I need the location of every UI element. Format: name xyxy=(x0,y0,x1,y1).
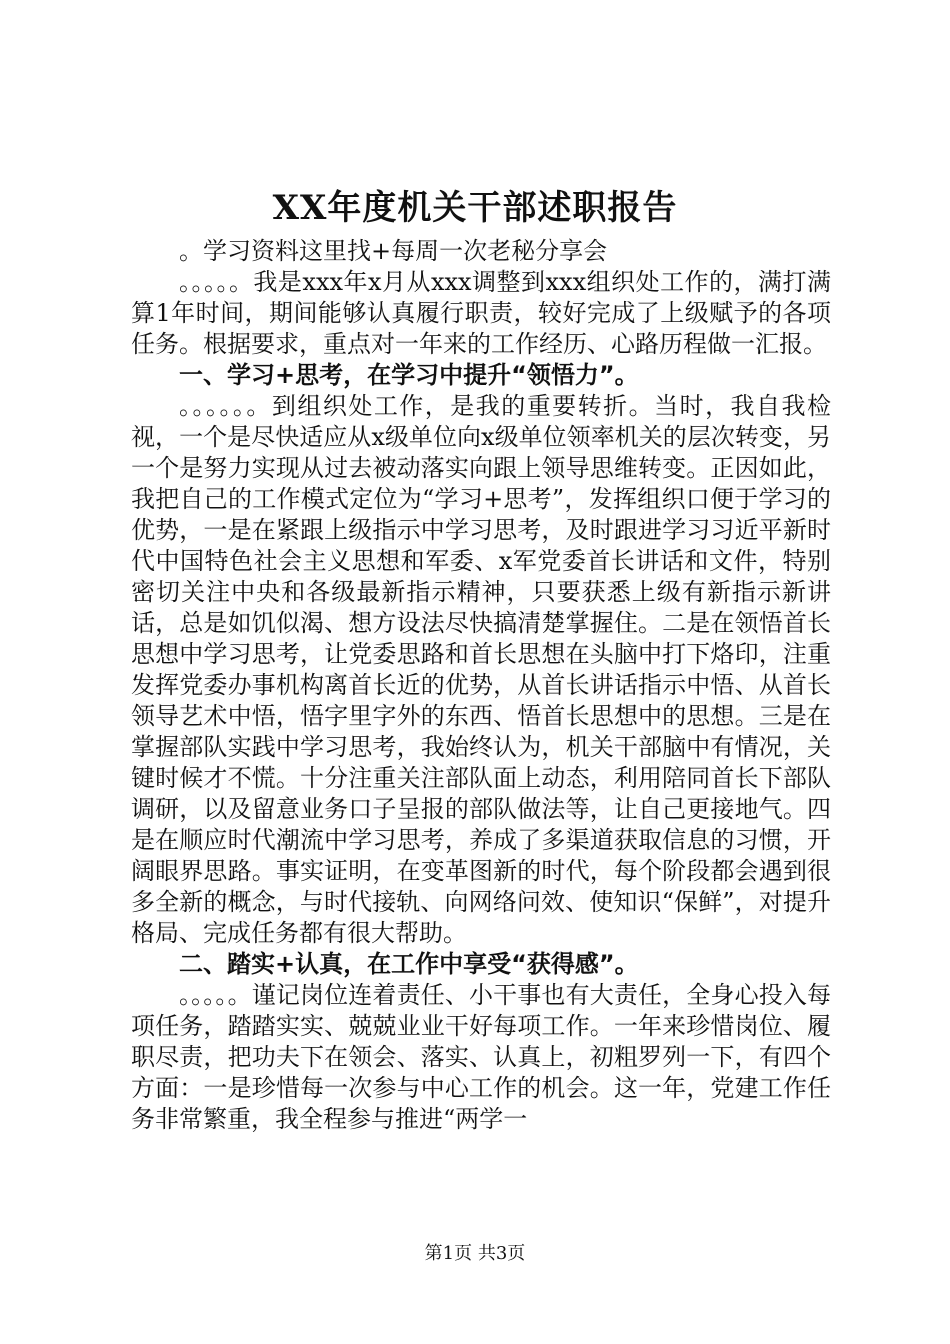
page-footer: 第1页 共3页 xyxy=(424,1243,526,1264)
section-heading-2: 二、踏实+认真，在工作中享受“获得感”。 xyxy=(179,950,639,978)
document-title: XX年度机关干部述职报告 xyxy=(272,188,678,228)
paragraph-diligence: 。。。。。谨记岗位连着责任、小干事也有大责任，全身心投入每项任务，踏踏实实、兢兢业业干好每项工作。一年来珍惜岗位、履职尽责，把功夫下在领会、落实、认真上，初粗罗列一下，有四个方面：一是珍惜每一次参与中心工作的机会。这一年，党建工作任务非常繁重，我全程参与推进“两学一 xyxy=(131,981,831,1133)
section-heading-1: 一、学习+思考，在学习中提升“领悟力”。 xyxy=(179,361,639,389)
intro-line: 。学习资料这里找+每周一次老秘分享会 xyxy=(179,237,608,265)
document-body xyxy=(131,236,831,1135)
paragraph-learning: 。。。。。。到组织处工作，是我的重要转折。当时，我自我检视，一个是尽快适应从x级单位向x级单位领率机关的层次转变，另一个是努力实现从过去被动落实向跟上领导思维转变。正因如此，我把自己的工作模式定位为“学习+思考”，发挥组织口便于学习的优势，一是在紧跟上级指示中学习思考，及时跟进学习习近平新时代中国特色社会主义思想和军委、x军党委首长讲话和文件，特别密切关注中央和各级最新指示精神，只要获悉上级有新指示新讲话，总是如饥似渴、想方设法尽快搞清楚掌握住。二是在领悟首长思想中学习思考，让党委思路和首长思想在头脑中打下烙印，注重发挥党委办事机构离首长近的优势，从首长讲话指示中悟、从首长领导艺术中悟，悟字里字外的东西、悟首长思想中的思想。三是在掌握部队实践中学习思考，我始终认为，机关干部脑中有情况，关键时候才不慌。十分注重关注部队面上动态，利用陪同首长下部队调研，以及留意业务口子呈报的部队做法等，让自己更接地气。四是在顺应时代潮流中学习思考，养成了多渠道获取信息的习惯，开阔眼界思路。事实证明，在变革图新的时代，每个阶段都会遇到很多全新的概念，与时代接轨、向网络问效、使知识“保鲜”，对提升格局、完成任务都有很大帮助。 xyxy=(131,392,831,947)
paragraph-opening: 。。。。。我是xxx年x月从xxx调整到xxx组织处工作的，满打满算1年时间，期间能够认真履行职责，较好完成了上级赋予的各项任务。根据要求，重点对一年来的工作经历、心路历程做一汇报。 xyxy=(131,268,831,358)
